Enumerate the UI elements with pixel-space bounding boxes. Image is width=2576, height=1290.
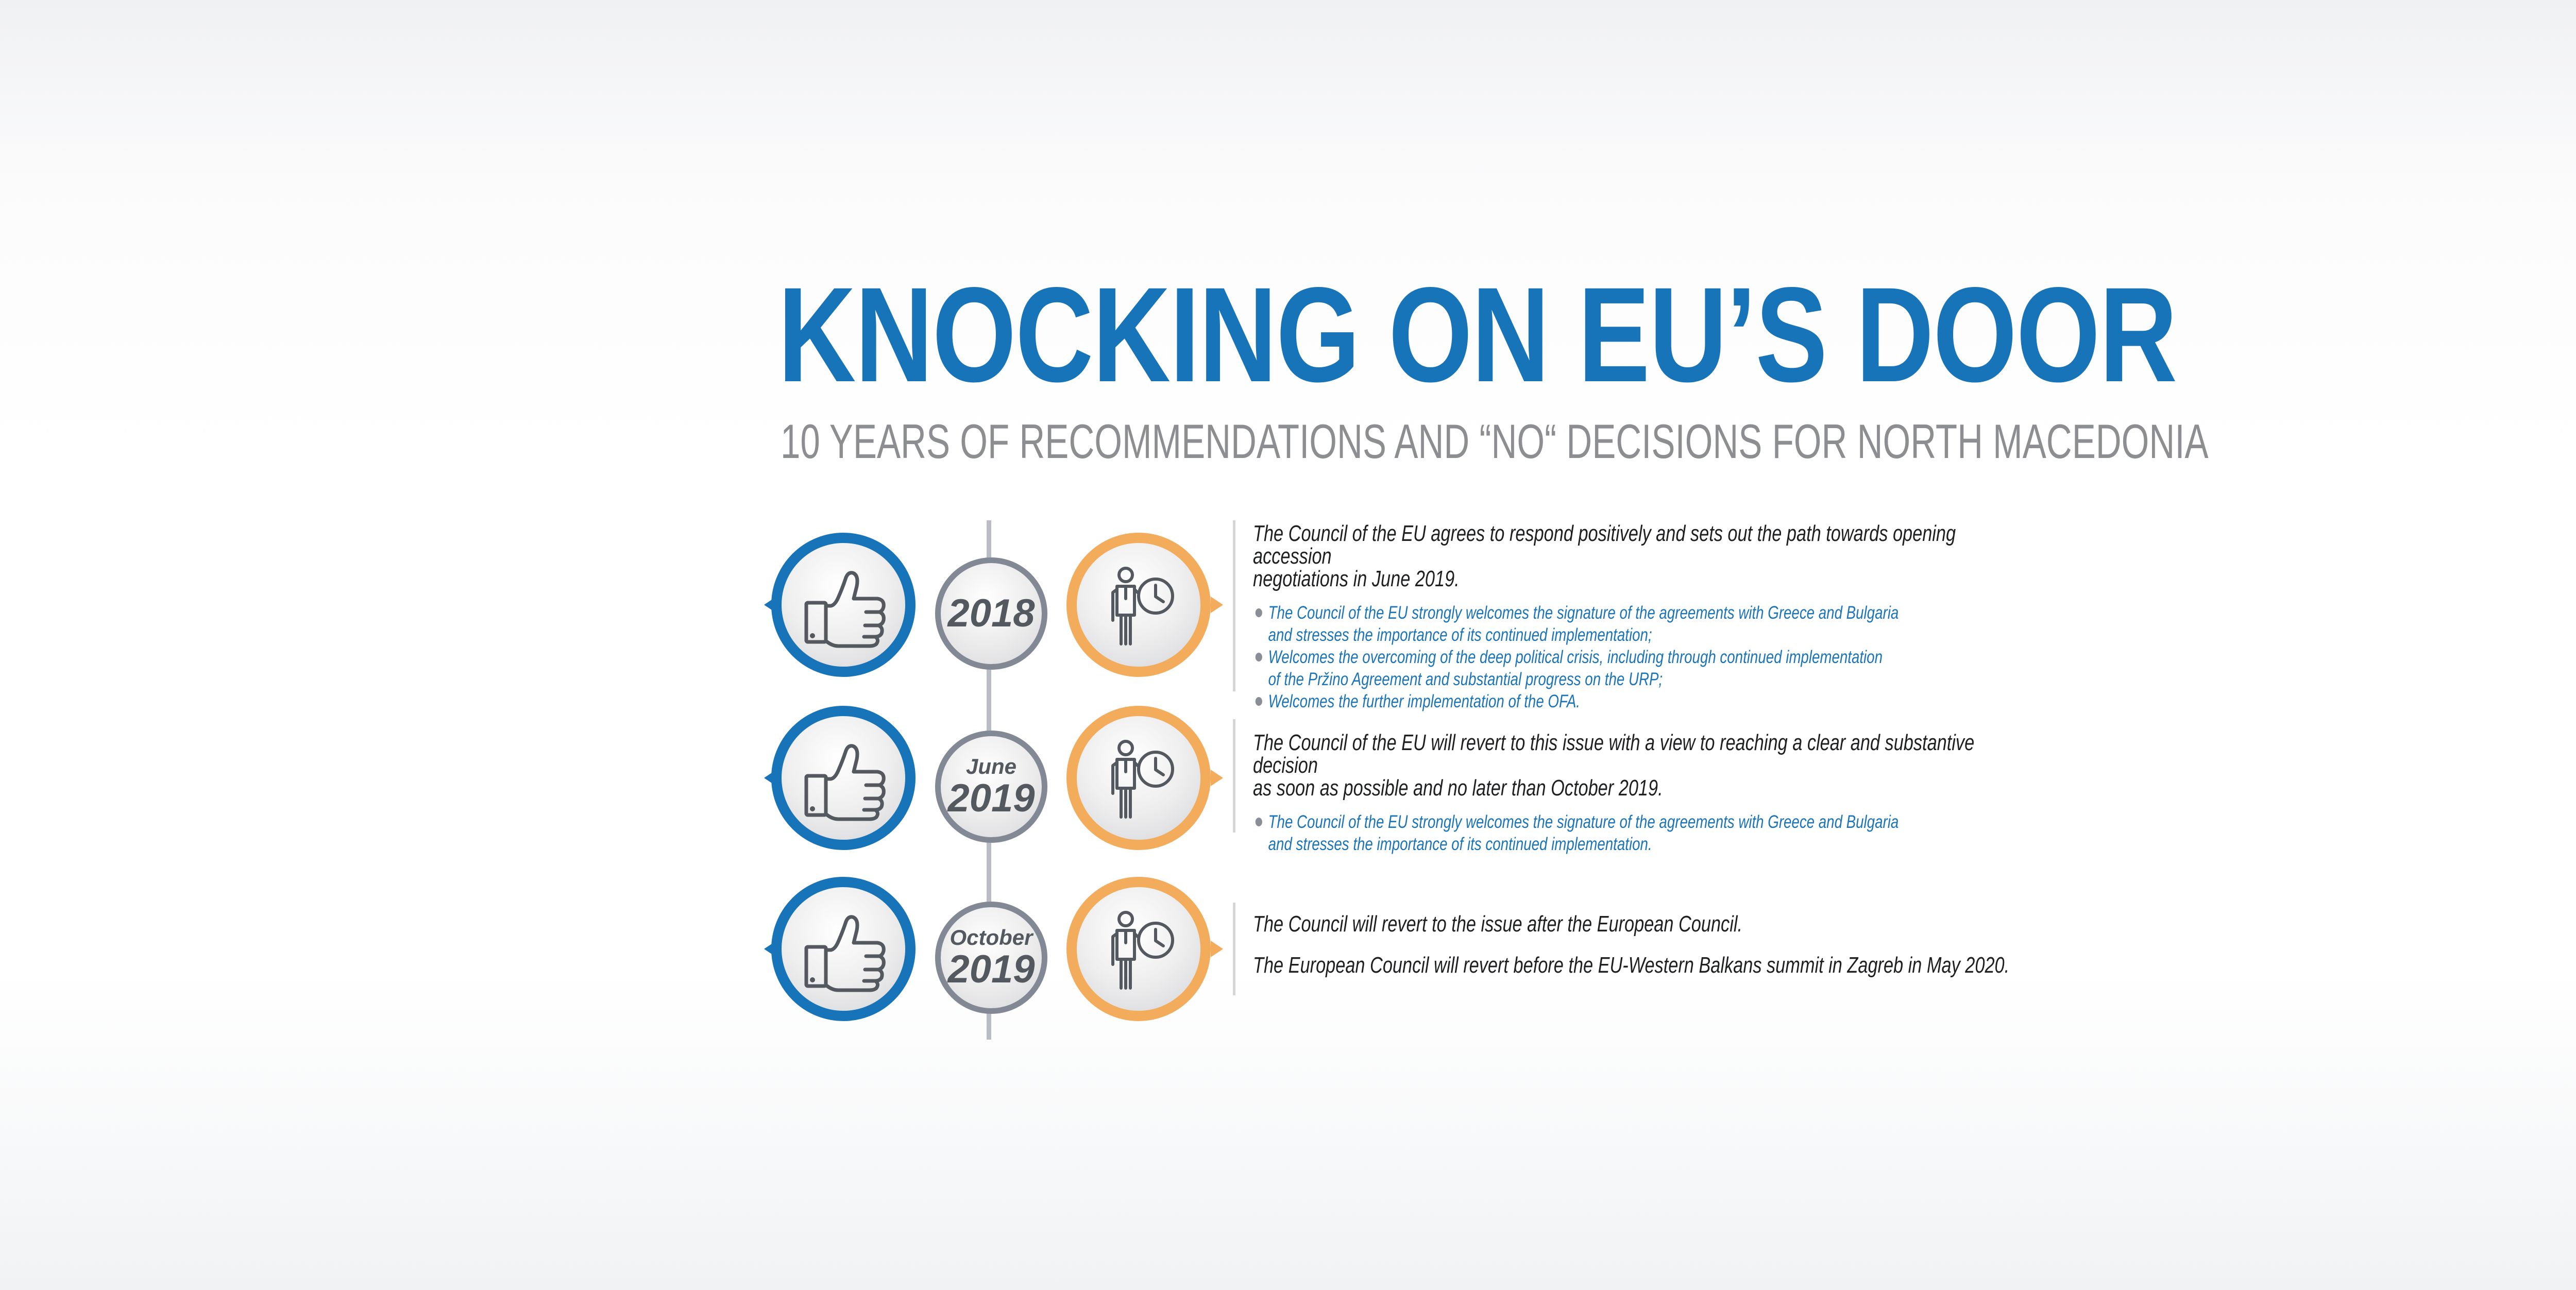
year-badge (935, 557, 1047, 670)
page-subtitle: 10 YEARS OF RECOMMENDATIONS AND “NO“ DECISIONS FOR NORTH MACEDONIA (781, 414, 2209, 468)
person-with-clock-icon (1077, 543, 1200, 667)
thumbs-up-badge (771, 877, 916, 1021)
thumbs-up-icon (782, 543, 905, 667)
year-label: 2018 (947, 591, 1035, 635)
entry-main-text: The Council of the EU agrees to respond positively and sets out the path towards opening accession negotiations in June 2019. (1253, 521, 1956, 591)
council-badge (1066, 533, 1211, 677)
text-separator (1233, 719, 1235, 833)
thumbs-up-badge (771, 706, 916, 850)
month-label: October (950, 925, 1033, 949)
entry-2018-text (1253, 522, 2077, 712)
thumbs-up-icon (782, 887, 905, 1011)
person-with-clock-icon (1077, 887, 1200, 1011)
council-pointer (1211, 597, 1223, 613)
thumbs-up-icon (782, 716, 905, 840)
council-pointer (1211, 770, 1223, 786)
entry-main-text-secondary: The European Council will revert before the EU-Western Balkans summit in Zagreb in May 2020. (1253, 953, 2010, 978)
council-pointer (1211, 941, 1223, 957)
year-badge (935, 902, 1047, 1014)
year-label: 2019 (947, 947, 1035, 991)
page-title: KNOCKING ON EU’S DOOR (778, 259, 2177, 410)
bullet-item: The Council of the EU strongly welcomes the signature of the agreements with Greece and Bulgaria and stresses the importance of its continued implementation. (1253, 811, 2025, 855)
text-separator (1233, 520, 1235, 691)
bullet-list (1253, 602, 2025, 712)
bullet-item: The Council of the EU strongly welcomes the signature of the agreements with Greece and Bulgaria and stresses the importance of its continued implementation; (1253, 602, 2025, 646)
council-badge (1066, 706, 1211, 850)
entry-main-text: The Council of the EU will revert to this issue with a view to reaching a clear and substantive decision as soon as possible and no later than October 2019. (1253, 730, 1975, 801)
year-label: 2019 (947, 776, 1035, 820)
entry-october-2019-text (1253, 913, 2077, 977)
entry-june-2019-text (1253, 732, 2077, 855)
bullet-list (1253, 811, 2025, 855)
text-separator (1233, 903, 1235, 995)
bullet-item: Welcomes the further implementation of the OFA. (1253, 690, 2025, 712)
month-label: June (965, 754, 1017, 778)
entry-main-text: The Council will revert to the issue after the European Council. (1253, 911, 1743, 937)
person-with-clock-icon (1077, 716, 1200, 840)
thumbs-up-badge (771, 533, 916, 677)
council-badge (1066, 877, 1211, 1021)
bullet-item: Welcomes the overcoming of the deep political crisis, including through continued implementation of the Pržino Agreement and substantial progress on the URP; (1253, 646, 2025, 690)
year-badge (935, 731, 1047, 843)
